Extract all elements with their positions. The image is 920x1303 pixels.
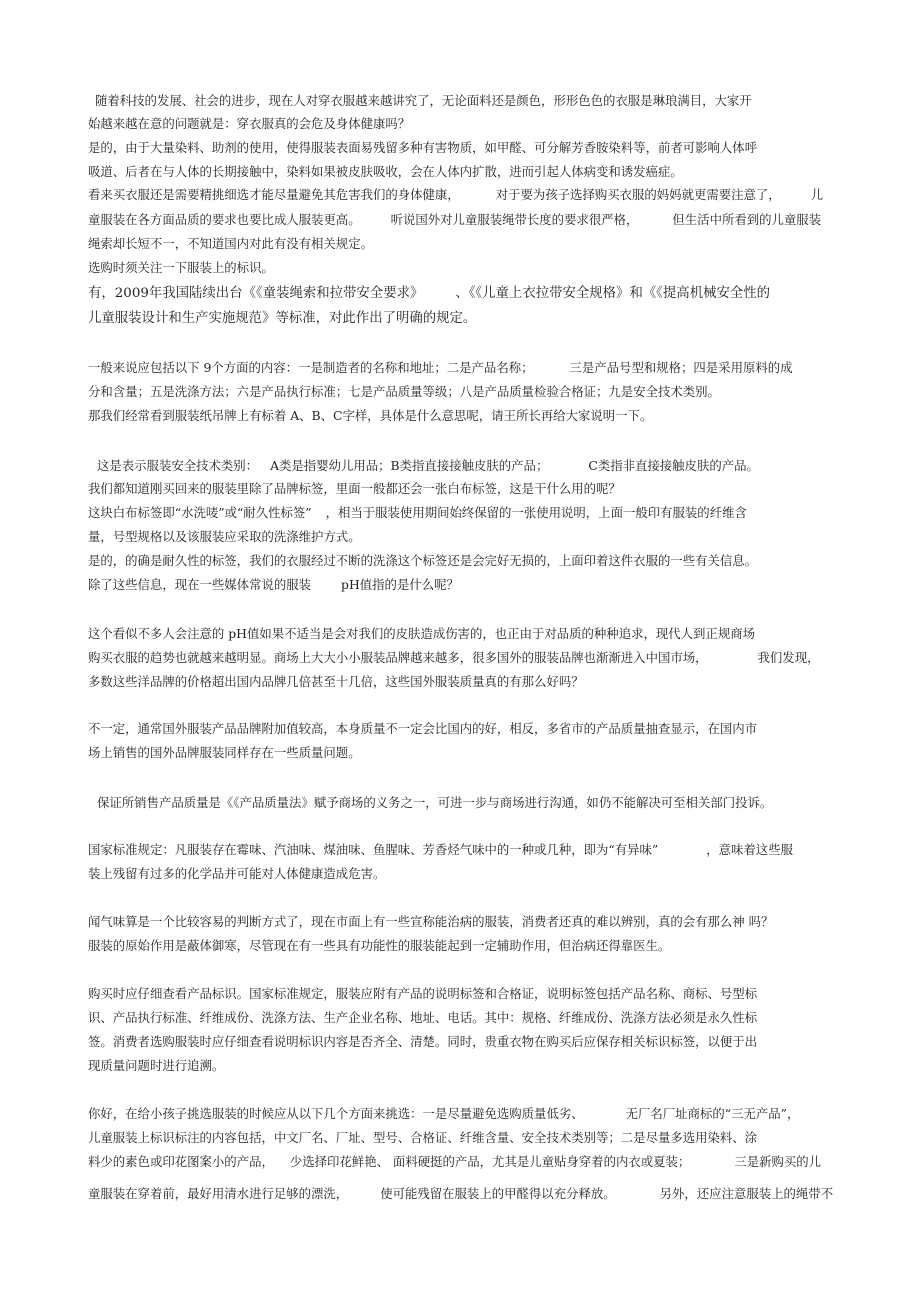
text-line bbox=[97, 794, 772, 812]
text-segment: ，相当于服装使用期间始终保留的一张使用说明，上面一般印有服装的纤维含 bbox=[325, 505, 747, 520]
text-line bbox=[88, 576, 459, 594]
text-segment: 吸道、后者在与人体的长期接触中，染料如果被皮肤吸收，会在人体内扩散，进而引起人体病变和诱发癌症。 bbox=[88, 164, 683, 179]
text-segment: C类指非直接接触皮肤的产品。 bbox=[588, 458, 759, 473]
text-segment: 儿童服装上标识标注的内容包括，中文厂名、厂址、型号、合格证、纤维含量、安全技术类别等；二是尽量多选用染料、涂 bbox=[88, 1130, 758, 1145]
text-segment: 分和含量；五是洗涤方法；六是产品执行标准；七是产品质量等级；八是产品质量检验合格证；九是安全技术类别。 bbox=[88, 384, 720, 399]
text-line bbox=[88, 115, 410, 133]
text-line bbox=[88, 407, 652, 425]
text-segment: 对于要为孩子选择购买衣服的妈妈就更需要注意了， bbox=[495, 187, 781, 202]
text-segment: 使可能残留在服装上的甲醛得以充分释放。 bbox=[380, 1186, 616, 1201]
text-line bbox=[88, 1129, 757, 1147]
text-segment: 始越来越在意的问题就是：穿衣服真的会危及身体健康吗？ bbox=[88, 116, 411, 131]
text-segment: 选购时须关注一下服装上的标识。 bbox=[88, 260, 274, 275]
text-segment: 听说国外对儿童服装绳带长度的要求很严格， bbox=[390, 212, 639, 227]
text-line bbox=[88, 259, 274, 277]
text-segment: 那我们经常看到服装纸吊牌上有标着 A、B、C字样，具体是什么意思呢，请王所长再给大家说明一下。 bbox=[88, 408, 653, 423]
text-segment: 三是新购买的儿 bbox=[734, 1154, 822, 1169]
text-segment: 我们都知道刚买回来的服装里除了品牌标签，里面一般都还会一张白布标签，这是干什么用的呢？ bbox=[88, 481, 621, 496]
text-segment: 另外，还应注意服装上的绳带不 bbox=[659, 1186, 834, 1201]
text-segment: 多数这些洋品牌的价格超出国内品牌几倍甚至十几倍，这些国外服装质量真的有那么好吗？ bbox=[88, 674, 584, 689]
text-segment: 保证所销售产品质量是《《产品质量法》赋予商场的义务之一，可进一步与商场进行沟通，如仍不能解决可至相关部门投诉。 bbox=[97, 795, 773, 810]
text-segment: 一般来说应包括以下 9个方面的内容：一是制造者的名称和地址；二是产品名称； bbox=[88, 360, 534, 375]
text-segment: 闻气味算是一个比较容易的判断方式了，现在市面上有一些宣称能治病的服装，消费者还真的难以辨别，真的会有那么神 吗？ bbox=[88, 914, 774, 929]
text-segment: 这个看似不多人会注意的 pH值如果不适当是会对我们的皮肤造成伤害的，也正由于对品质的种种追求，现代人到正规商场 bbox=[88, 626, 755, 641]
text-line bbox=[88, 865, 385, 883]
text-line bbox=[88, 841, 793, 859]
text-segment: 、《《儿童上衣拉带安全规格》和《《提高机械安全性的 bbox=[455, 286, 771, 301]
text-line bbox=[88, 480, 621, 498]
text-line bbox=[88, 310, 476, 328]
text-segment: 儿童服装设计和生产实施规范》等标准，对此作出了明确的规定。 bbox=[88, 311, 477, 326]
text-segment: 量，号型规格以及该服装应采取的洗涤维护方式。 bbox=[88, 529, 361, 544]
text-segment: 随着科技的发展、社会的进步，现在人对穿衣服越来越讲究了，无论面料还是颜色，形形色色的衣服是琳琅满目，大家开 bbox=[95, 93, 752, 108]
text-line bbox=[88, 673, 584, 691]
text-line bbox=[88, 139, 757, 157]
text-segment: 童服装在各方面品质的要求也要比成人服装更高。 bbox=[88, 212, 361, 227]
text-line bbox=[88, 285, 770, 303]
text-line bbox=[88, 235, 373, 253]
text-segment: 少选择印花鲜艳、 面料硬挺的产品，尤其是儿童贴身穿着的内衣或夏装； bbox=[289, 1154, 691, 1169]
text-segment: 料少的素色或印花图案小的产品， bbox=[88, 1154, 274, 1169]
text-segment: 儿 bbox=[810, 187, 824, 202]
text-segment: 看来买衣服还是需要精挑细选才能尽量避免其危害我们的身体健康， bbox=[88, 187, 460, 202]
text-line bbox=[88, 383, 720, 401]
text-line bbox=[88, 1153, 821, 1171]
text-segment: 三是产品号型和规格；四是采用原料的成 bbox=[569, 360, 793, 375]
text-segment: 购买衣服的趋势也就越来越明显。商场上大大小小服装品牌越来越多，很多国外的服装品牌也渐渐进入中国市场， bbox=[88, 650, 708, 665]
text-line bbox=[88, 1009, 757, 1027]
text-segment: 购买时应仔细查看产品标识。国家标准规定，服装应附有产品的说明标签和合格证，说明标签包括产品名称、商标、号型标 bbox=[88, 986, 758, 1001]
text-line bbox=[88, 720, 757, 738]
text-line bbox=[88, 211, 821, 229]
text-line bbox=[88, 359, 793, 377]
text-segment: A类是指婴幼儿用品；B类指直接接触皮肤的产品； bbox=[270, 458, 549, 473]
text-line bbox=[88, 985, 757, 1003]
text-segment: 是的，由于大量染料、助剂的使用，使得服装表面易残留多种有害物质，如甲醛、可分解芳香胺染料等，前者可影响人体呼 bbox=[88, 140, 758, 155]
text-segment: 签。消费者选购服装时应仔细查看说明标识内容是否齐全、清楚。同时，贵重衣物在购买后应保存相关标识标签，以便于出 bbox=[88, 1034, 758, 1049]
text-line bbox=[88, 504, 747, 522]
text-segment: 装上残留有过多的化学品并可能对人体健康造成危害。 bbox=[88, 866, 386, 881]
text-line bbox=[95, 92, 752, 110]
text-segment: 国家标准规定：凡服装存在霉味、汽油味、煤油味、鱼腥味、芳香烃气味中的一种或几种，即为“有异味” bbox=[88, 842, 659, 857]
text-line bbox=[88, 1105, 799, 1123]
text-line bbox=[88, 163, 683, 181]
text-segment: 除了这些信息，现在一些媒体常说的服装 bbox=[88, 577, 312, 592]
text-segment: ，意味着这些服 bbox=[706, 842, 793, 857]
text-line bbox=[88, 528, 361, 546]
text-line bbox=[88, 913, 773, 931]
text-segment: pH值指的是什么呢？ bbox=[341, 577, 459, 592]
text-line bbox=[88, 625, 755, 643]
text-segment: 我们发现， bbox=[757, 650, 820, 665]
text-segment: 现质量问题时进行追溯。 bbox=[88, 1058, 225, 1073]
text-line bbox=[88, 1033, 757, 1051]
text-segment: 绳索却长短不一，不知道国内对此有没有相关规定。 bbox=[88, 236, 373, 251]
text-line bbox=[97, 457, 759, 475]
text-segment: 这块白布标签即“水洗唛”或“耐久性标签” bbox=[88, 505, 312, 520]
text-line bbox=[88, 937, 670, 955]
text-line bbox=[88, 649, 819, 667]
text-segment: 有，2009年我国陆续出台《《童装绳索和拉带安全要求》 bbox=[88, 286, 424, 301]
text-segment: 无厂名厂址商标的“三无产品”， bbox=[625, 1106, 800, 1121]
text-line bbox=[88, 552, 757, 570]
text-line bbox=[88, 186, 823, 204]
text-segment: 但生活中所看到的儿童服装 bbox=[672, 212, 822, 227]
text-segment: 这是表示服装安全技术类别： bbox=[97, 458, 259, 473]
text-segment: 童服装在穿着前，最好用清水进行足够的漂洗， bbox=[88, 1186, 349, 1201]
text-segment: 是的，的确是耐久性的标签，我们的衣服经过不断的洗涤这个标签还是会完好无损的，上面印着这件衣服的一些有关信息。 bbox=[88, 553, 758, 568]
text-line bbox=[88, 744, 361, 762]
text-segment: 场上销售的国外品牌服装同样存在一些质量问题。 bbox=[88, 745, 361, 760]
text-segment: 服装的原始作用是蔽体御寒，尽管现在有一些具有功能性的服装能起到一定辅助作用，但治病还得靠医生。 bbox=[88, 938, 671, 953]
text-segment: 不一定，通常国外服装产品品牌附加值较高，本身质量不一定会比国内的好，相反，多省市的产品质量抽查显示，在国内市 bbox=[88, 721, 758, 736]
text-segment: 你好，在给小孩子挑选服装的时候应从以下几个方面来挑选：一是尽量避免选购质量低劣、 bbox=[88, 1106, 584, 1121]
text-segment: 识、产品执行标准、纤维成份、洗涤方法、生产企业名称、地址、电话。其中：规格、纤维成份、洗涤方法必须是永久性标 bbox=[88, 1010, 758, 1025]
text-line bbox=[88, 1057, 224, 1075]
text-line bbox=[88, 1185, 833, 1203]
